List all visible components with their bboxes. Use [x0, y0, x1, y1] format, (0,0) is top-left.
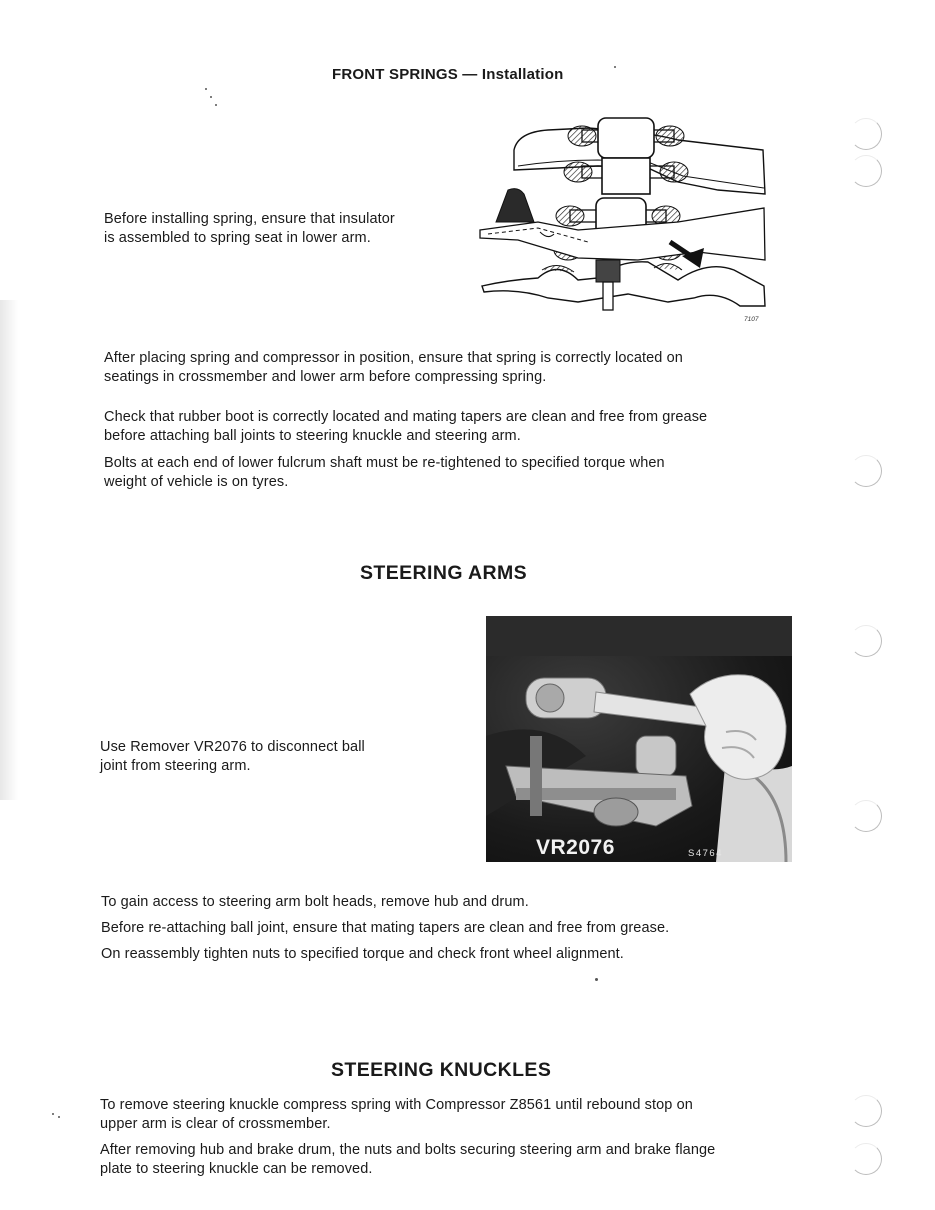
steering-knuckles-paragraph: [100, 1141, 715, 1179]
front-springs-intro: [104, 210, 395, 248]
figure-number: 7107: [744, 316, 759, 323]
binder-hole-mark: [850, 1095, 882, 1127]
photo-code: S4764: [688, 848, 723, 859]
text-line: Before installing spring, ensure that insulator: [104, 211, 395, 227]
steering-arms-paragraph: On reassembly tighten nuts to specified torque and check front wheel alignment.: [101, 946, 624, 962]
steering-knuckles-paragraph: [100, 1096, 693, 1134]
text-line: before attaching ball joints to steering knuckle and steering arm.: [104, 428, 521, 444]
front-springs-paragraph: [104, 349, 683, 387]
scan-speck: [614, 66, 616, 68]
scan-shading: [0, 300, 18, 800]
binder-hole-mark: [850, 1143, 882, 1175]
front-springs-title: FRONT SPRINGS — Installation: [332, 66, 564, 83]
text-line: To remove steering knuckle compress spring with Compressor Z8561 until rebound stop on: [100, 1097, 693, 1113]
binder-hole-mark: [850, 118, 882, 150]
text-line: After removing hub and brake drum, the nuts and bolts securing steering arm and brake flange: [100, 1142, 716, 1158]
scan-speck: [210, 96, 212, 98]
scan-speck: [595, 978, 598, 981]
text-line: plate to steering knuckle can be removed.: [100, 1161, 373, 1177]
steering-arms-paragraph: Before re-attaching ball joint, ensure that mating tapers are clean and free from grease.: [101, 920, 670, 936]
text-line: Check that rubber boot is correctly located and mating tapers are clean and free from grease: [104, 409, 708, 425]
scan-speck: [205, 88, 207, 90]
steering-arms-paragraph: To gain access to steering arm bolt heads, remove hub and drum.: [101, 894, 529, 910]
text-line: seatings in crossmember and lower arm before compressing spring.: [104, 369, 547, 385]
steering-knuckles-title: STEERING KNUCKLES: [331, 1059, 552, 1081]
text-line: After placing spring and compressor in position, ensure that spring is correctly located on: [104, 350, 683, 366]
ball-joint-remover-photo: [486, 616, 792, 862]
binder-hole-mark: [850, 155, 882, 187]
steering-arms-intro: [100, 738, 365, 776]
binder-hole-mark: [850, 800, 882, 832]
text-line: weight of vehicle is on tyres.: [104, 474, 289, 490]
scan-speck: [52, 1113, 54, 1115]
text-line: joint from steering arm.: [100, 758, 251, 774]
text-line: Bolts at each end of lower fulcrum shaft must be re-tightened to specified torque when: [104, 455, 665, 471]
text-line: is assembled to spring seat in lower arm.: [104, 230, 371, 246]
steering-arms-title: STEERING ARMS: [360, 562, 527, 584]
text-line: Use Remover VR2076 to disconnect ball: [100, 739, 365, 755]
binder-hole-mark: [850, 625, 882, 657]
scan-speck: [215, 104, 217, 106]
scan-speck: [58, 1116, 60, 1118]
photo-illustration: [486, 616, 792, 862]
photo-tool-label: VR2076: [536, 836, 615, 859]
front-springs-paragraph: [104, 454, 665, 492]
text-line: upper arm is clear of crossmember.: [100, 1116, 331, 1132]
binder-hole-mark: [850, 455, 882, 487]
front-springs-paragraph: [104, 408, 707, 446]
spring-installation-diagram: [478, 110, 770, 330]
